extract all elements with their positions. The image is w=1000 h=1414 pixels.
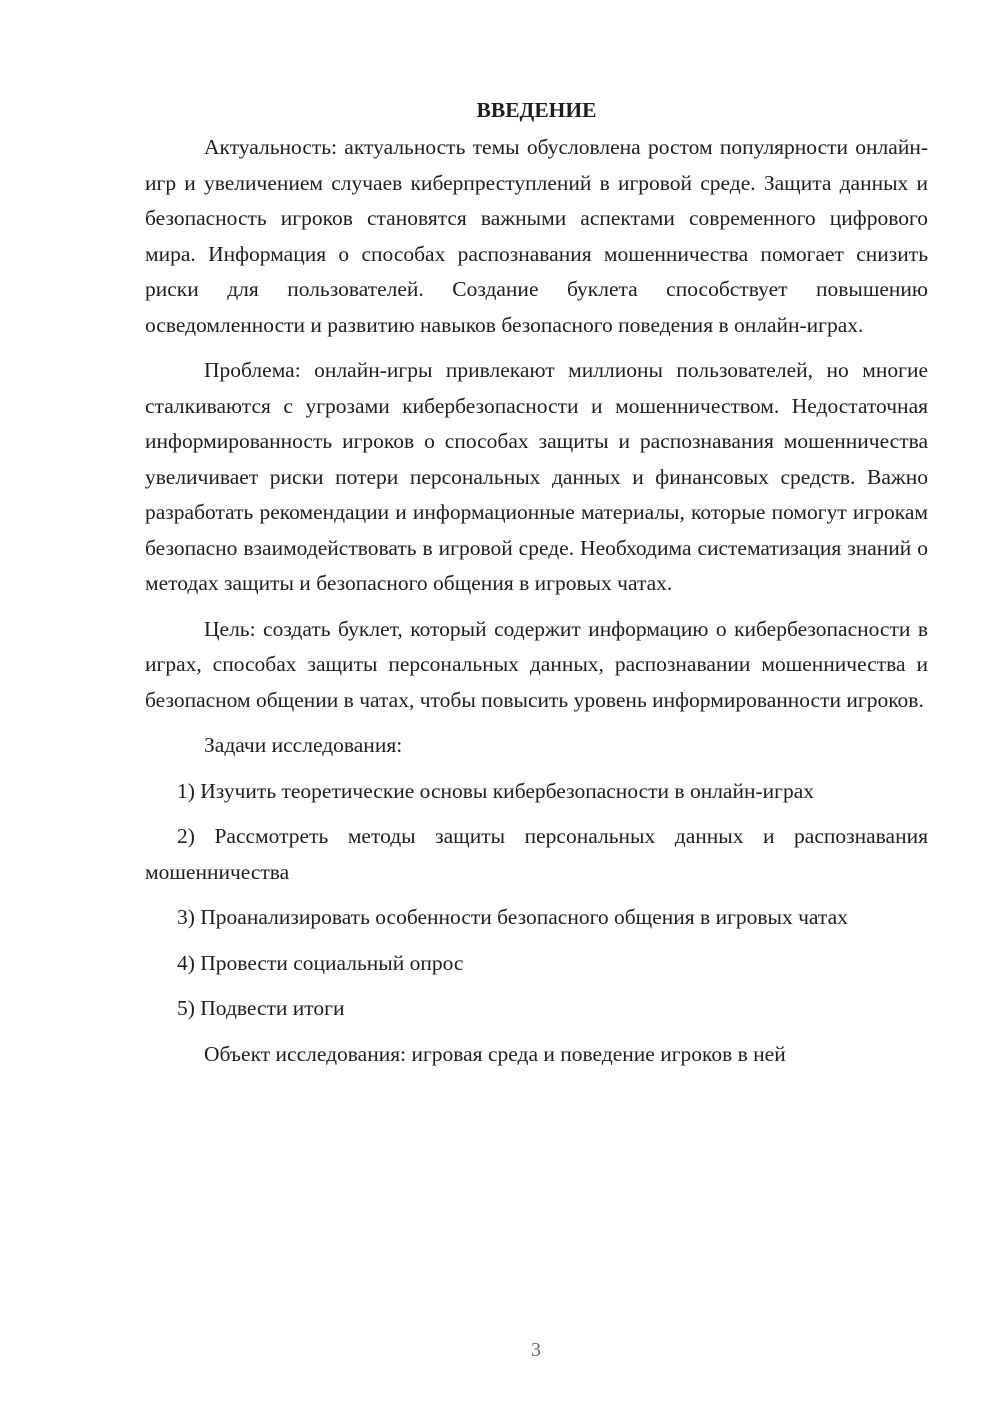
section-title: ВВЕДЕНИЕ (476, 98, 597, 122)
page-number: 3 (531, 1339, 541, 1361)
problem-paragraph: Проблема: онлайн-игры привлекают миллионы пользователей, но многие сталкиваются с угрозами кибербезопасности и мошенничеством. Недостаточная информированность игроков о способах защиты и распознавания мошенничества увеличивает риски потери персональных данных и финансовых средств. Важно разработать рекомендации и информационные материалы, которые помогут игрокам безопасно взаимодействовать в игровой среде. Необходима систематизация знаний о методах защиты и безопасного общения в игровых чатах. (145, 358, 928, 595)
relevance-paragraph: Актуальность: актуальность темы обусловлена ростом популярности онлайн-игр и увеличением случаев киберпреступлений в игровой среде. Защита данных и безопасность игроков становятся важными аспектами современного цифрового мира. Информация о способах распознавания мошенничества помогает снизить риски для пользователей. Создание буклета способствует повышению осведомленности и развитию навыков безопасного поведения в онлайн-играх. (145, 135, 928, 337)
research-object-paragraph: Объект исследования: игровая среда и поведение игроков в ней (204, 1041, 786, 1066)
page-content (145, 92, 928, 1082)
task-item-1: 1) Изучить теоретические основы кибербезопасности в онлайн-играх (177, 778, 815, 803)
task-item-2: 2) Рассмотреть методы защиты персональных данных и распознавания мошенничества (145, 824, 928, 884)
task-item-5: 5) Подвести итоги (177, 996, 345, 1020)
tasks-heading: Задачи исследования: (204, 733, 403, 757)
goal-paragraph: Цель: создать буклет, который содержит информацию о кибербезопасности в играх, способах защиты персональных данных, распознавании мошенничества и безопасном общении в чатах, чтобы повысить уровень информированности игроков. (145, 616, 928, 712)
task-item-4: 4) Провести социальный опрос (177, 950, 464, 975)
task-item-3: 3) Проанализировать особенности безопасного общения в игровых чатах (177, 905, 848, 929)
